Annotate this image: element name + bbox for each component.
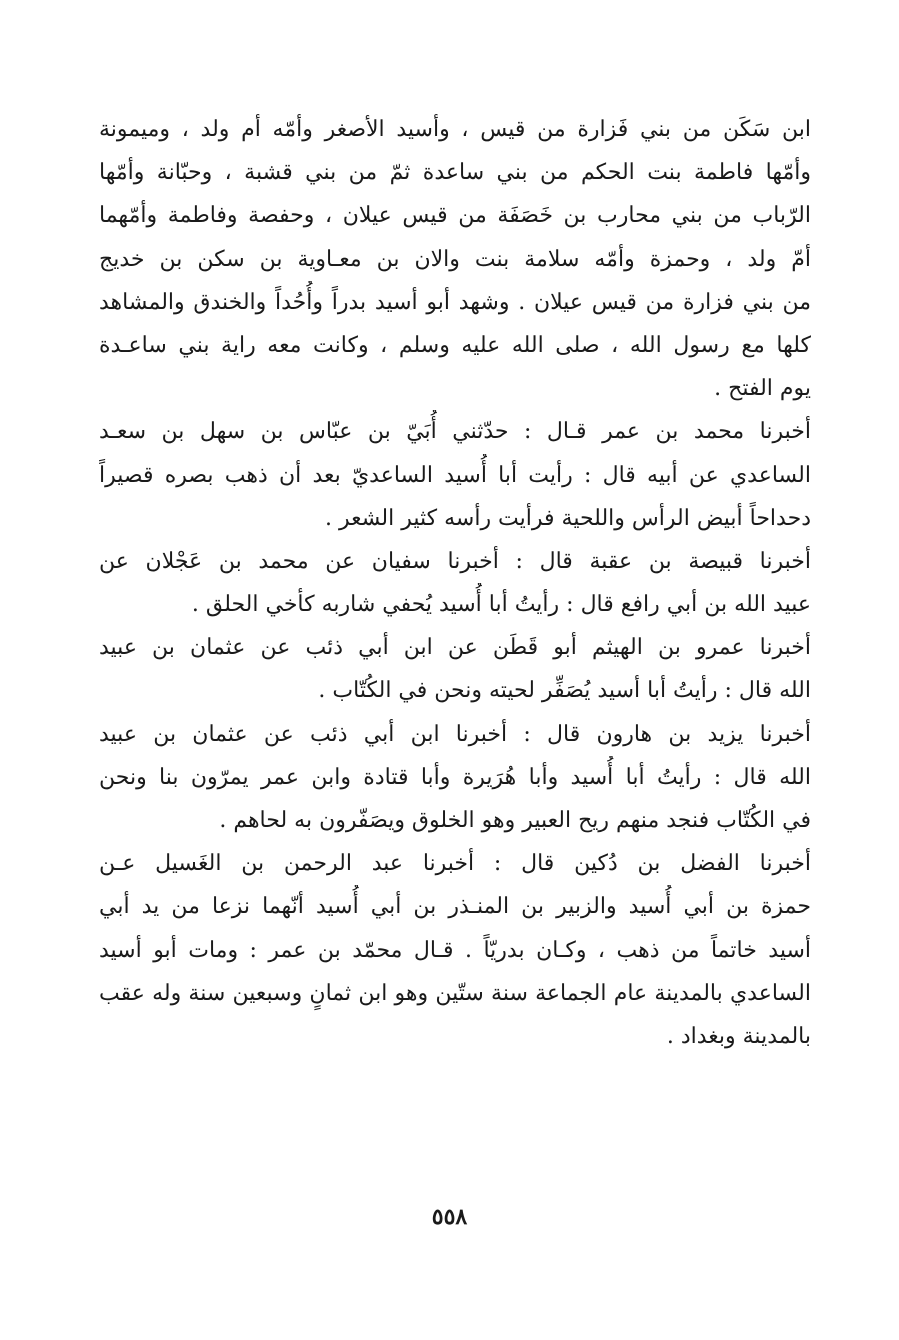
text-line: الله قال : رأيتُ أبا أسيد يُصَفِّر لحيته ونحن في الكُتّاب . xyxy=(318,678,811,704)
text-line: الساعدي بالمدينة عام الجماعة سنة ستّين وهو ابن ثمانٍ وسبعين سنة وله عقب xyxy=(99,980,811,1006)
text-line: الرّباب من بني محارب بن خَصَفَة من قيس عيلان ، وحفصة وفاطمة وأمّهما xyxy=(99,203,811,229)
text-line: الله قال : رأيتُ أبا أُسيد وأبا هُرَيرة وأبا قتادة وابن عمر يمرّون بنا ونحن xyxy=(99,764,811,790)
text-line: أخبرنا الفضل بن دُكين قال : أخبرنا عبد الرحمن بن الغَسيل عـن xyxy=(99,851,811,877)
text-line: عبيد الله بن أبي رافع قال : رأيتُ أبا أُسيد يُحفي شاربه كأخي الحلق . xyxy=(191,592,811,618)
text-line: ابن سَكَن من بني فَزارة من قيس ، وأسيد الأصغر وأمّه أم ولد ، وميمونة xyxy=(99,117,811,142)
page-number: ٥٥٨ xyxy=(431,1204,468,1230)
text-line: حمزة بن أبي أُسيد والزبير بن المنـذر بن أبي أُسيد أنّهما نزعا من يد أبي xyxy=(99,894,811,920)
text-line: أخبرنا يزيد بن هارون قال : أخبرنا ابن أبي ذئب عن عثمان بن عبيد xyxy=(99,721,811,747)
text-line: أمّ ولد ، وحمزة وأمّه سلامة بنت والان بن معـاوية بن سكن بن خديج xyxy=(99,246,811,272)
text-line: أخبرنا محمد بن عمر قـال : حدّثني أُبَيّ بن عبّاس بن سهل بن سعـد xyxy=(99,419,811,445)
text-line: أخبرنا عمرو بن الهيثم أبو قَطَن عن ابن أبي ذئب عن عثمان بن عبيد xyxy=(99,635,811,661)
text-line: أسيد خاتماً من ذهب ، وكـان بدريّاً . قـال محمّد بن عمر : ومات أبو أسيد xyxy=(99,937,811,963)
text-line: الساعدي عن أبيه قال : رأيت أبا أُسيد الساعديّ بعد أن ذهب بصره قصيراً xyxy=(99,462,811,488)
text-line: من بني فزارة من قيس عيلان . وشهد أبو أسيد بدراً وأُحُداً والخندق والمشاهد xyxy=(99,289,811,315)
text-line: بالمدينة وبغداد . xyxy=(666,1023,811,1049)
text-line: في الكُتّاب فنجد منهم ريح العبير وهو الخلوق ويصَفّرون به لحاهم . xyxy=(219,808,811,833)
text-line: أخبرنا قبيصة بن عقبة قال : أخبرنا سفيان عن محمد بن عَجْلان عن xyxy=(99,548,811,574)
text-line: كلها مع رسول الله ، صلى الله عليه وسلم ، وكانت معه راية بني ساعـدة xyxy=(99,332,811,358)
text-line: وأمّها فاطمة بنت الحكم من بني ساعدة ثمّ من بني قشبة ، وحبّانة وأمّها xyxy=(99,160,811,186)
body-text xyxy=(99,108,811,1058)
text-line: يوم الفتح . xyxy=(714,376,811,402)
text-line: دحداحاً أبيض الرأس واللحية فرأيت رأسه كثير الشعر . xyxy=(325,505,811,531)
